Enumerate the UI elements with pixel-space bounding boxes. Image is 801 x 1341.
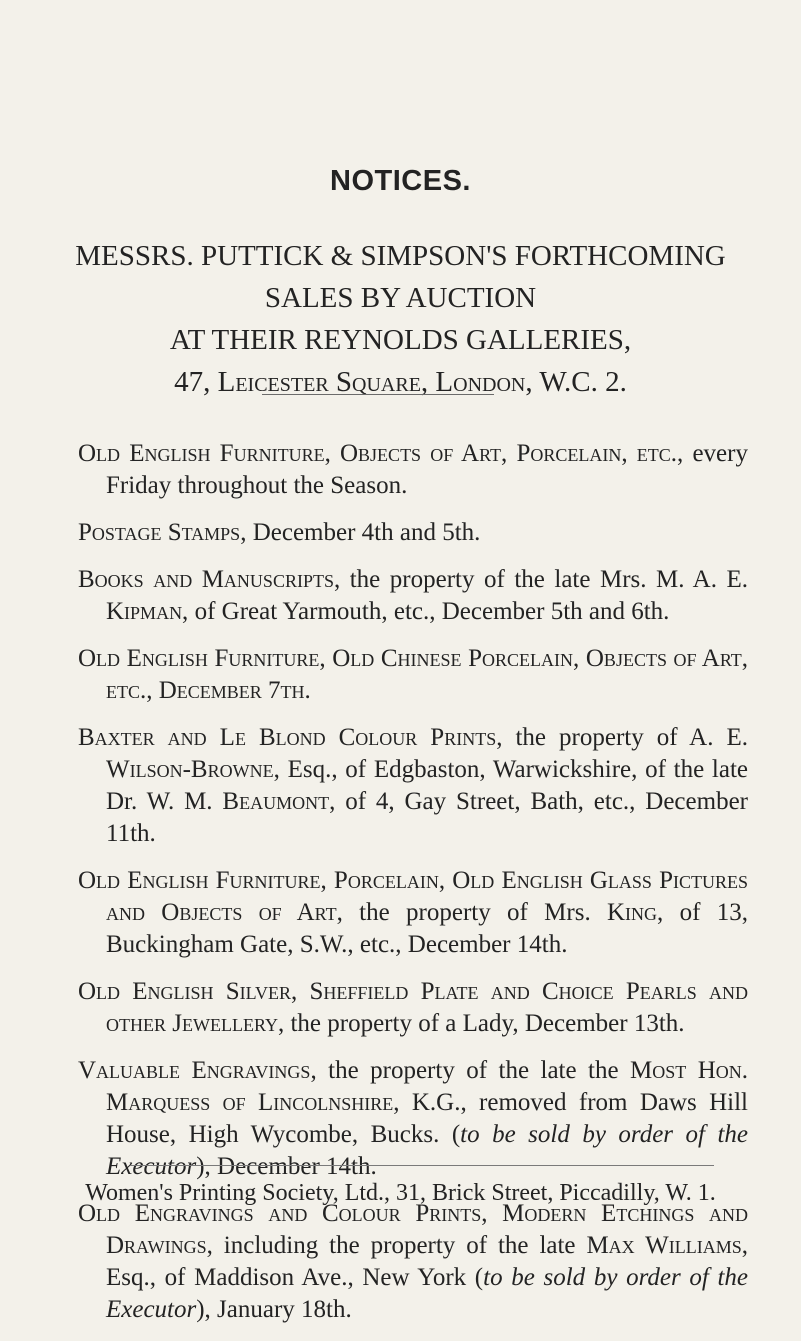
masthead-line-1: MESSRS. PUTTICK & SIMPSON'S FORTHCOMING <box>75 240 726 272</box>
sale-details: the property of A. E. <box>502 724 748 751</box>
masthead-street-address: Leicester Square, London, W.C. 2. <box>217 366 627 398</box>
sale-details: the property of the late Mrs. M. A. E. <box>340 566 748 593</box>
masthead-street-number: 47, <box>174 366 211 398</box>
sale-title: Old English Furniture, Porcelain, Old English Glass Pictures and Objects of Art, <box>78 867 748 926</box>
sale-details: K.G., removed from Daws Hill House, High Wycombe, Bucks. ( <box>106 1089 748 1148</box>
owner-name: Beaumont, <box>222 788 336 815</box>
masthead-address <box>0 361 801 403</box>
sale-title: Old Engravings and Colour Prints, Modern Etchings and Drawings, <box>78 1200 748 1259</box>
sale-details: of 4, Gay Street, Bath, etc., December 11th. <box>106 788 748 847</box>
owner-name: King, <box>607 899 664 926</box>
sale-entry <box>78 564 748 628</box>
sale-details: of 13, Buckingham Gate, S.W., etc., December 14th. <box>106 899 748 958</box>
footer-rule <box>130 1165 714 1166</box>
sale-entry <box>78 1055 748 1183</box>
owner-name: Kipman, <box>106 598 189 625</box>
sale-entry <box>78 865 748 961</box>
sale-title: Old English Furniture, Old Chinese Porcelain, Objects of Art, <box>78 645 748 672</box>
sale-title: Old English Silver, Sheffield Plate and Choice Pearls and other Jewellery, <box>78 978 748 1037</box>
sale-details: the property of Mrs. <box>342 899 607 926</box>
notices-heading: NOTICES. <box>330 165 471 197</box>
sale-details: of Great Yarmouth, etc., December 5th and 6th. <box>188 598 670 625</box>
printer-imprint: Women's Printing Society, Ltd., 31, Brick Street, Piccadilly, W. 1. <box>85 1180 716 1206</box>
sale-title: Valuable Engravings, <box>78 1057 317 1084</box>
sale-details: including the property of the late <box>212 1232 587 1259</box>
sale-details: etc., December 7th. <box>106 677 311 704</box>
sale-details: ), December 14th. <box>196 1153 377 1180</box>
divider-rule <box>262 394 494 395</box>
sale-title: Postage Stamps, <box>78 519 247 546</box>
sale-entry <box>78 976 748 1040</box>
sale-entry <box>78 1198 748 1326</box>
owner-name: Max Williams, <box>586 1232 748 1259</box>
owner-name: Wilson-Browne, <box>106 756 280 783</box>
sale-entry <box>78 722 748 850</box>
sale-details: ), January 18th. <box>196 1296 352 1323</box>
sale-note: to be sold by order of the Executor <box>106 1121 748 1180</box>
sale-details: December 4th and 5th. <box>246 519 481 546</box>
sale-details: the property of a Lady, December 13th. <box>284 1010 685 1037</box>
sale-entry <box>78 438 748 502</box>
masthead-line-2: SALES BY AUCTION <box>264 282 537 314</box>
sale-note: to be sold by order of the Executor <box>106 1264 748 1323</box>
sale-entry <box>78 517 748 549</box>
auction-masthead <box>0 235 801 403</box>
masthead-line-3: AT THEIR REYNOLDS GALLERIES, <box>169 324 632 356</box>
sale-details: Esq., of Maddison Ave., New York ( <box>106 1264 484 1291</box>
sale-details: every Friday throughout the Season. <box>106 440 748 499</box>
owner-name: Most Hon. Marquess of Lincolnshire, <box>106 1057 749 1116</box>
sale-details: Esq., of Edgbaston, Warwickshire, of the late Dr. W. M. <box>106 756 748 815</box>
sale-title: Books and Manuscripts, <box>78 566 341 593</box>
sale-title: Baxter and Le Blond Colour Prints, <box>78 724 503 751</box>
sale-entry <box>78 643 748 707</box>
sale-details: the property of the late the <box>316 1057 631 1084</box>
sale-title: Old English Furniture, Objects of Art, Porcelain, etc., <box>78 440 684 467</box>
